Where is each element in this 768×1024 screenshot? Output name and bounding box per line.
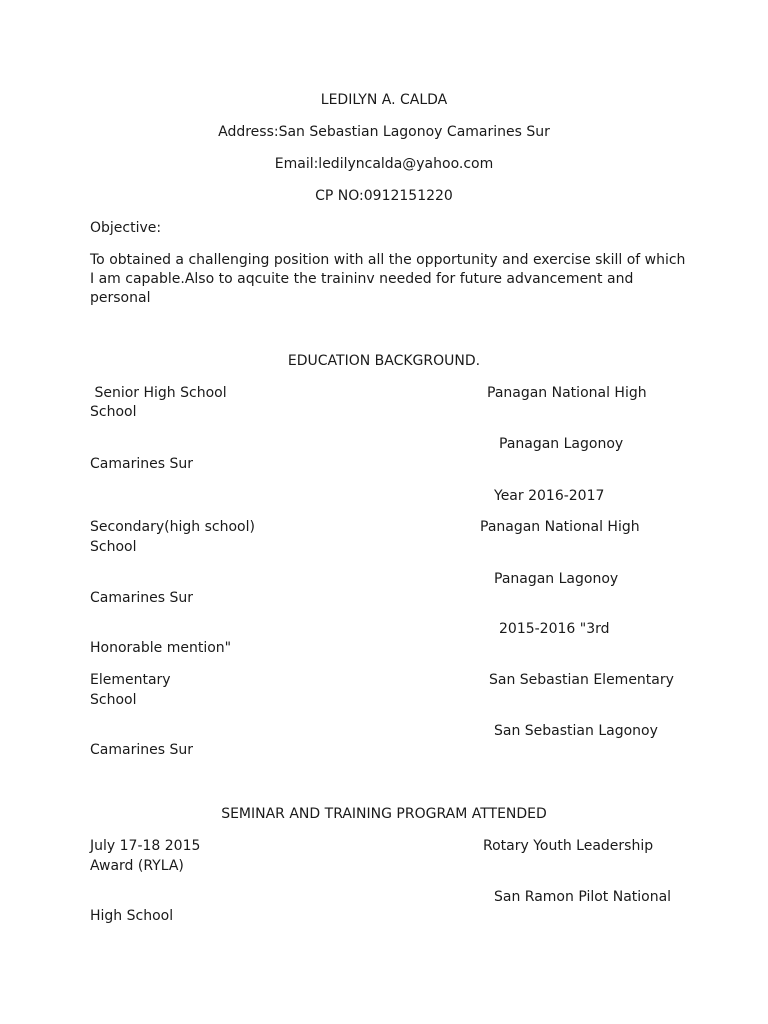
senior-high-location: Panagan Lagonoy — [499, 436, 624, 452]
secondary-year-cont: Honorable mention" — [90, 640, 232, 656]
phone-line: CP NO:0912151220 — [315, 188, 453, 204]
elementary-level: Elementary — [90, 672, 171, 688]
seminar-venue: San Ramon Pilot National — [494, 889, 672, 905]
seminar-date: July 17-18 2015 — [90, 838, 201, 854]
secondary-location-cont: Camarines Sur — [90, 590, 193, 606]
elementary-school-cont: School — [90, 692, 137, 708]
senior-high-school: Panagan National High — [487, 385, 647, 401]
objective-heading: Objective: — [90, 220, 162, 236]
seminar-venue-cont: High School — [90, 908, 174, 924]
seminar-title-cont: Award (RYLA) — [90, 858, 184, 874]
objective-text: To obtained a challenging position with all the opportunity and exercise skill of which I am capable.Also to aqcuite the traininv needed for future advancement and personal — [90, 252, 686, 306]
secondary-school-cont: School — [90, 539, 137, 555]
senior-high-school-cont: School — [90, 404, 137, 420]
secondary-location: Panagan Lagonoy — [494, 571, 619, 587]
applicant-name: LEDILYN A. CALDA — [320, 92, 448, 108]
senior-high-location-cont: Camarines Sur — [90, 456, 193, 472]
senior-high-level: Senior High School — [90, 385, 227, 401]
secondary-level: Secondary(high school) — [90, 519, 255, 535]
elementary-location: San Sebastian Lagonoy — [494, 723, 658, 739]
address-line: Address:San Sebastian Lagonoy Camarines Sur — [218, 124, 550, 140]
secondary-school: Panagan National High — [480, 519, 640, 535]
seminar-title: Rotary Youth Leadership — [483, 838, 654, 854]
education-heading: EDUCATION BACKGROUND. — [287, 353, 481, 369]
elementary-location-cont: Camarines Sur — [90, 742, 193, 758]
elementary-school: San Sebastian Elementary — [489, 672, 674, 688]
senior-high-year: Year 2016-2017 — [494, 488, 605, 504]
email-line: Email:ledilyncalda@yahoo.com — [274, 156, 494, 172]
secondary-year: 2015-2016 "3rd — [499, 621, 610, 637]
seminars-heading: SEMINAR AND TRAINING PROGRAM ATTENDED — [221, 806, 547, 822]
